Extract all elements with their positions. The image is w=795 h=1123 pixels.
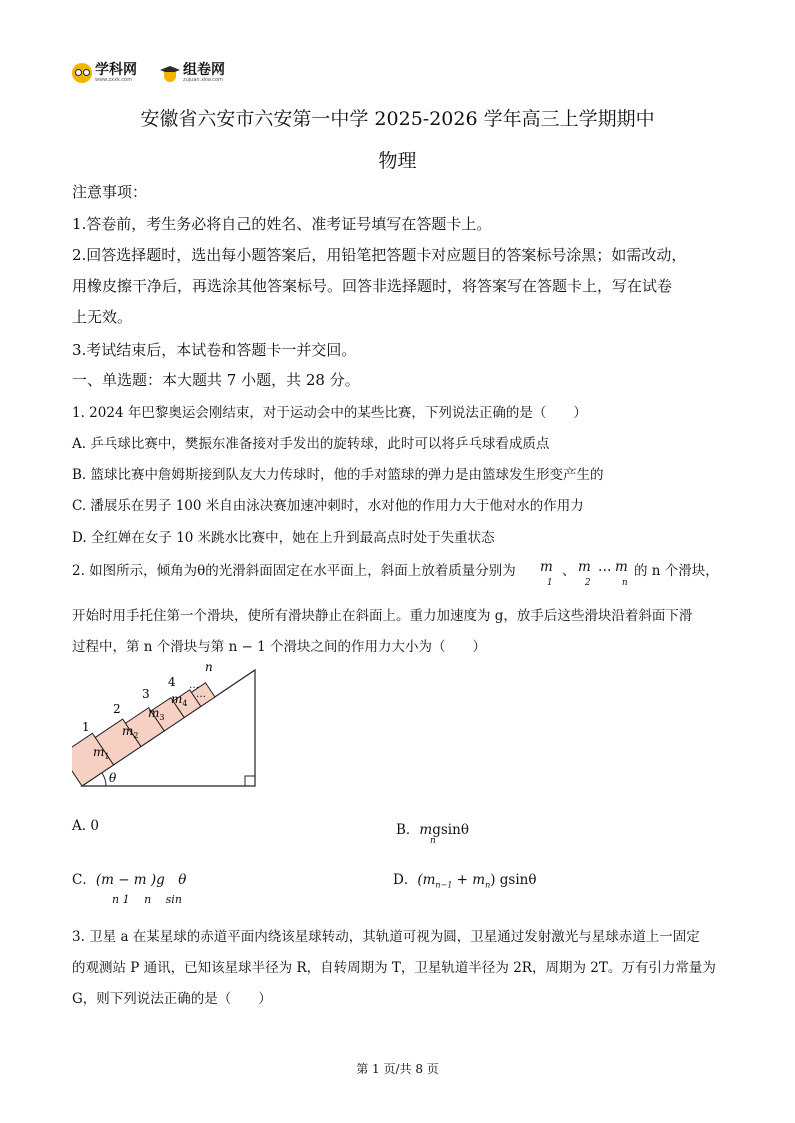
exam-title: 安徽省六安市六安第一中学 2025-2026 学年高三上学期期中 <box>140 108 655 130</box>
q1-option-a: A. 乒乓球比赛中，樊振东准备接对手发出的旋转球，此时可以将乒乓球看成质点 <box>72 436 550 452</box>
section-heading: 一、单选题：本大题共 7 小题，共 28 分。 <box>72 371 360 389</box>
xuekewang-logo <box>72 60 137 86</box>
q1-option-b: B. 篮球比赛中詹姆斯接到队友大力传球时，他的手对篮球的弹力是由篮球发生形变产生的 <box>72 467 604 483</box>
q2-stem-line2: 开始时用手托住第一个滑块，使所有滑块静止在斜面上。重力加速度为 g，放手后这些滑块沿着斜面下滑 <box>72 608 693 624</box>
graduation-cap-icon <box>160 63 180 83</box>
block-dots-inner: … <box>196 689 206 700</box>
note-line-2: 2.回答选择题时，选出每小题答案后，用铅笔把答题卡对应题目的答案标号涂黑；如需改动， <box>72 246 687 264</box>
block-mass-3: $m_3$ <box>148 706 165 722</box>
q2-option-b: B．mgsinθ <box>396 822 469 838</box>
q2-stem-start: 2. 如图所示，倾角为θ的光滑斜面固定在水平面上，斜面上放着质量分别为 <box>72 563 516 579</box>
notes-heading: 注意事项： <box>72 183 148 201</box>
block-number-1: 1 <box>82 720 90 734</box>
note-line-5: 3.考试结束后，本试卷和答题卡一并交回。 <box>72 341 357 359</box>
q3-line-1: 3. 卫星 a 在某星球的赤道平面内绕该星球转动，其轨道可视为圆，卫星通过发射激光与星球赤道上一固定 <box>72 929 700 945</box>
q2-mass-n: $m_n$ <box>615 559 628 588</box>
q1-option-d: D. 全红婵在女子 10 米跳水比赛中，她在上升到最高点时处于失重状态 <box>72 530 495 546</box>
block-mass-1: $m_1$ <box>93 745 110 761</box>
block-mass-2: $m_2$ <box>122 724 139 740</box>
q2-option-c-sub: n 1 n sin <box>112 893 182 906</box>
q2-option-b-sub: n <box>430 836 436 846</box>
q2-dots: … <box>598 559 612 575</box>
incline-figure <box>72 655 272 795</box>
logo1-name: 学科网 <box>95 62 137 78</box>
angle-theta-label: θ <box>109 771 117 785</box>
note-line-1: 1.答卷前，考生务必将自己的姓名、准考证号填写在答题卡上。 <box>72 215 492 233</box>
block-number-n: n <box>205 660 213 674</box>
block-dots-top: … <box>189 680 199 691</box>
note-line-3: 用橡皮擦干净后，再选涂其他答案标号。回答非选择题时，将答案写在答题卡上，写在试卷 <box>72 277 673 295</box>
q2-stem-line3: 过程中，第 n 个滑块与第 n − 1 个滑块之间的作用力大小为（ ） <box>72 639 487 655</box>
logo2-name: 组卷网 <box>183 62 225 78</box>
exam-subject: 物理 <box>378 150 417 172</box>
q2-option-d: D．$(m_{n-1} + m_n)$ gsinθ <box>393 872 537 890</box>
zujuanwang-logo <box>160 60 225 86</box>
block-number-2: 2 <box>113 702 121 716</box>
q2-option-c: C．(m − m )g θ <box>72 872 187 888</box>
owl-icon <box>72 63 92 83</box>
block-number-3: 3 <box>142 687 150 701</box>
q2-stem-end: 的 n 个滑块， <box>634 563 719 579</box>
page-footer: 第 1 页/共 8 页 <box>356 1062 439 1076</box>
logo2-sub: zujuan.xkw.com <box>183 77 223 83</box>
logo1-sub: www.zxxk.com <box>95 77 133 83</box>
q2-sep: 、 <box>562 563 576 579</box>
q3-line-2: 的观测站 P 通讯，已知该星球半径为 R，自转周期为 T，卫星轨道半径为 2R，周期为 2T。万有引力常量为 <box>72 960 716 976</box>
q1-option-c: C. 潘展乐在男子 100 米自由泳决赛加速冲刺时，水对他的作用力大于他对水的作用力 <box>72 498 584 514</box>
q2-mass-2: $m_2$ <box>578 559 591 588</box>
q2-mass-1: $m_1$ <box>540 559 553 588</box>
block-mass-4: $m_4$ <box>171 692 188 708</box>
q2-option-a: A. 0 <box>72 818 99 834</box>
block-number-4: 4 <box>168 675 176 689</box>
q3-line-3: G，则下列说法正确的是（ ） <box>72 991 272 1007</box>
note-line-4: 上无效。 <box>72 308 133 326</box>
q1-stem: 1. 2024 年巴黎奥运会刚结束，对于运动会中的某些比赛，下列说法正确的是（ ） <box>72 405 587 421</box>
